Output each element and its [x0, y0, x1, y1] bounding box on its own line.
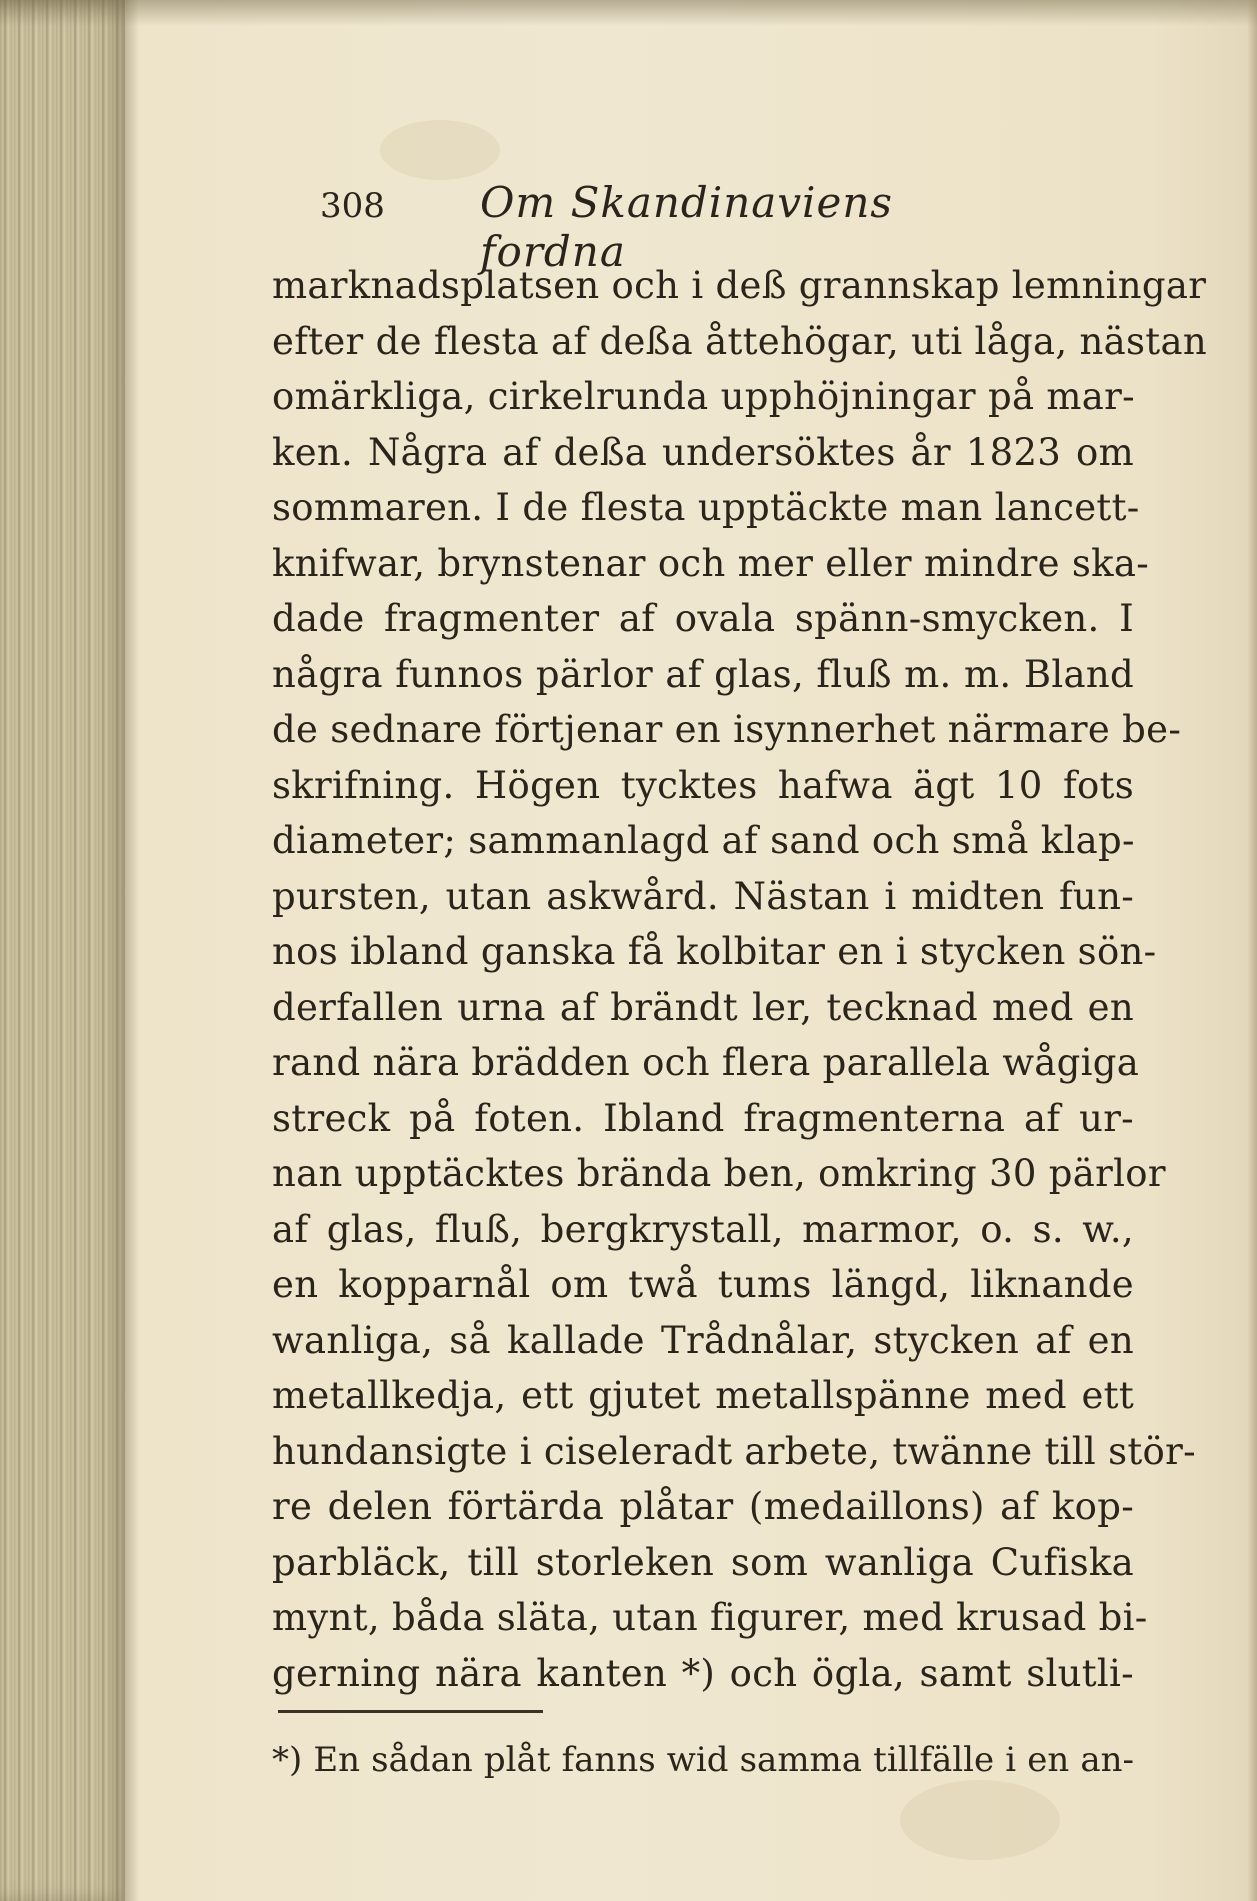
- text-line: re delen förtärda plåtar (medaillons) af kop-: [272, 1485, 1134, 1528]
- text-line: gerning nära kanten *) och ögla, samt slutli-: [272, 1651, 1134, 1695]
- text-line: hundansigte i ciseleradt arbete, twänne till stör-: [272, 1429, 1196, 1473]
- text-line: en kopparnål om twå tums längd, liknande: [272, 1263, 1134, 1306]
- page-header: [320, 168, 1020, 276]
- text-line: nos ibland ganska få kolbitar en i stycken sön-: [272, 930, 1157, 973]
- page-edges: [0, 0, 125, 1901]
- running-head: Om Skandinaviens fordna: [480, 178, 893, 276]
- text-line: wanliga, så kallade Trådnålar, stycken af en: [272, 1318, 1134, 1362]
- text-line: diameter; sammanlagd af sand och små klap-: [272, 819, 1135, 862]
- text-line: pursten, utan askwård. Nästan i midten fun-: [272, 874, 1134, 918]
- text-line: metallkedja, ett gjutet metallspänne med ett: [272, 1374, 1134, 1417]
- text-line: de sednare förtjenar en isynnerhet närmare be-: [272, 708, 1182, 751]
- text-line: streck på foten. Ibland fragmenterna af ur-: [272, 1096, 1134, 1140]
- text-line: af glas, fluß, bergkrystall, marmor, o. s. w.,: [272, 1207, 1134, 1251]
- text-line: skrifning. Högen tycktes hafwa ägt 10 fots: [272, 763, 1134, 807]
- text-line: dade fragmenter af ovala spänn-smycken. I: [272, 597, 1134, 640]
- text-line: nan upptäcktes brända ben, omkring 30 pärlor: [272, 1152, 1166, 1195]
- page-number: 308: [320, 186, 385, 226]
- text-line: marknadsplatsen och i deß grannskap lemningar: [272, 264, 1207, 307]
- body-text: [272, 258, 1207, 1701]
- text-line: mynt, båda släta, utan figurer, med krusad bi-: [272, 1596, 1148, 1639]
- text-line: efter de flesta af deßa åttehögar, uti låga, nästan: [272, 319, 1207, 363]
- right-page-edge: [1247, 0, 1257, 1901]
- text-line: knifwar, brynstenar och mer eller mindre ska-: [272, 541, 1150, 585]
- footnote: *) En sådan plåt fanns wid samma tillfälle i en an-: [272, 1740, 1134, 1780]
- binding-shadow: [0, 0, 1257, 26]
- paper-stain: [900, 1780, 1060, 1860]
- text-line: omärkliga, cirkelrunda upphöjningar på mar-: [272, 375, 1135, 418]
- text-line: sommaren. I de flesta upptäckte man lancett-: [272, 486, 1140, 529]
- text-line: derfallen urna af brändt ler, tecknad med en: [272, 985, 1134, 1029]
- text-line: ken. Några af deßa undersöktes år 1823 om: [272, 430, 1134, 474]
- text-line: parbläck, till storleken som wanliga Cufiska: [272, 1540, 1134, 1584]
- footnote-rule: [278, 1710, 543, 1713]
- text-line: några funnos pärlor af glas, fluß m. m. Bland: [272, 652, 1134, 696]
- text-line: rand nära brädden och flera parallela wågiga: [272, 1041, 1140, 1084]
